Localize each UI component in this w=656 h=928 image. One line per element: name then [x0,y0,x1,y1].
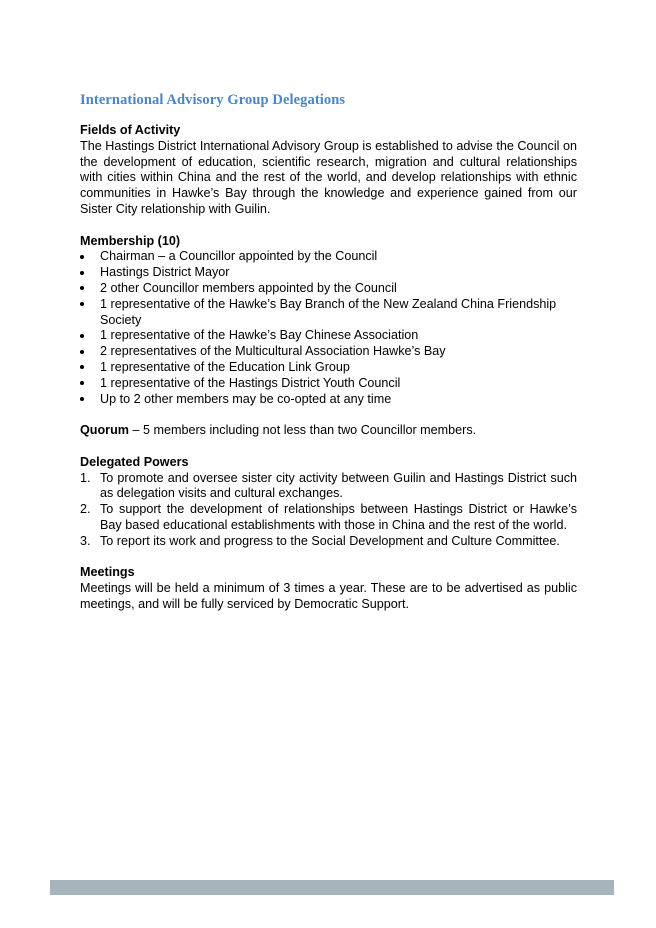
fields-text: The Hastings District International Advisory Group is established to advise the Council on the development of education, scientific research, migration and cultural relationships with cities within China and the rest of the world, and develop relationships with ethnic communities in Hawke’s Bay through the knowledge and experience gained from our Sister City relationship with Guilin. [80,138,577,216]
membership-item: Chairman – a Councillor appointed by the Council [80,249,577,265]
powers-list [80,471,577,550]
bullet-icon [80,381,84,385]
membership-item: 1 representative of the Hawke’s Bay Chinese Association [80,328,577,344]
bullet-icon [80,271,84,275]
spacer [80,439,577,455]
fields-heading: Fields of Activity [80,123,181,137]
membership-item: 2 representatives of the Multicultural Association Hawke’s Bay [80,344,577,360]
page-title: International Advisory Group Delegations [80,92,346,108]
powers-item [80,471,577,503]
footer-bar [50,880,614,895]
membership-item: 1 representative of the Hawke’s Bay Branch of the New Zealand China Friendship Society [80,297,577,329]
powers-item [80,502,577,534]
bullet-icon [80,350,84,354]
membership-heading: Membership (10) [80,233,181,248]
spacer [80,407,577,423]
membership-item: 1 representative of the Education Link Group [80,360,577,376]
powers-item [80,534,577,550]
membership-item: Up to 2 other members may be co-opted at any time [80,392,577,408]
bullet-icon [80,302,84,306]
bullet-icon [80,255,84,259]
membership-item: Hastings District Mayor [80,265,577,281]
document-body [80,123,577,613]
bullet-icon [80,397,84,401]
item-number: 2. [80,502,91,517]
meetings-text: Meetings will be held a minimum of 3 times a year. These are to be advertised as public meetings, and will be fully serviced by Democratic Support. [80,581,577,611]
meetings-heading: Meetings [80,565,135,580]
quorum-paragraph [80,423,577,439]
item-text: To support the development of relationships between Hastings District or Hawke’s Bay based educational establishments with those in China and the rest of the world. [100,502,577,532]
powers-heading: Delegated Powers [80,454,189,469]
membership-list [80,249,577,407]
spacer [80,218,577,234]
membership-item: 1 representative of the Hastings District Youth Council [80,376,577,392]
spacer [80,550,577,566]
membership-item: 2 other Councillor members appointed by the Council [80,281,577,297]
bullet-icon [80,365,84,369]
bullet-icon [80,286,84,290]
quorum-text: – 5 members including not less than two Councillor members. [128,423,477,438]
quorum-label: Quorum [80,423,129,438]
item-text: To promote and oversee sister city activity between Guilin and Hastings District such as delegation visits and cultural exchanges. [100,470,577,501]
bullet-icon [80,334,84,338]
item-number: 1. [80,470,91,485]
item-text: To report its work and progress to the Social Development and Culture Committee. [100,533,560,548]
item-number: 3. [80,533,91,548]
